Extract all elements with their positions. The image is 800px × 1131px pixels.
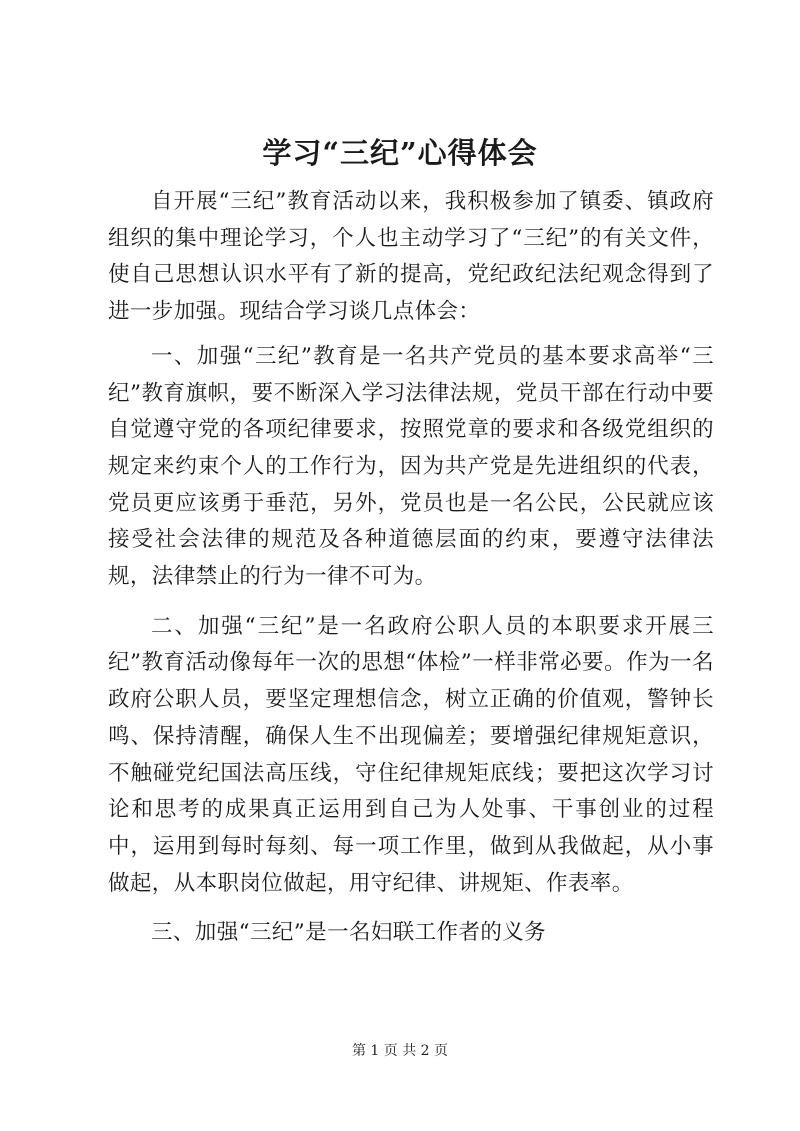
document-title: 学习“三纪”心得体会 xyxy=(262,136,538,170)
paragraph-section-1: 一、加强“三纪”教育是一名共产党员的基本要求高举“三纪”教育旗帜，要不断深入学习法律法规，党员干部在行动中要自觉遵守党的各项纪律要求，按照党章的要求和各级党组织的规定来约束个人的工作行为，因为共产党是先进组织的代表，党员更应该勇于垂范，另外，党员也是一名公民，公民就应该接受社会法律的规范及各种道德层面的约束，要遵守法律法规，法律禁止的行为一律不可为。 xyxy=(108,343,714,590)
paragraph-section-3: 三、加强“三纪”是一名妇联工作者的义务 xyxy=(151,920,547,946)
paragraph-intro: 自开展“三纪”教育活动以来，我积极参加了镇委、镇政府组织的集中理论学习，个人也主动学习了“三纪”的有关文件，使自己思想认识水平有了新的提高，党纪政纪法纪观念得到了进一步加强。现结合学习谈几点体会： xyxy=(108,189,714,325)
page-footer: 第 1 页 共 2 页 xyxy=(351,1043,449,1059)
document-body xyxy=(108,184,714,952)
paragraph-section-2: 二、加强“三纪”是一名政府公职人员的本职要求开展三纪”教育活动像每年一次的思想“体检”一样非常必要。作为一名政府公职人员，要坚定理想信念，树立正确的价值观，警钟长鸣、保持清醒，确保人生不出现偏差；要增强纪律规矩意识，不触碰党纪国法高压线，守住纪律规矩底线；要把这次学习讨论和思考的成果真正运用到自己为人处事、干事创业的过程中，运用到每时每刻、每一项工作里，做到从我做起，从小事做起，从本职岗位做起，用守纪律、讲规矩、作表率。 xyxy=(108,613,714,896)
